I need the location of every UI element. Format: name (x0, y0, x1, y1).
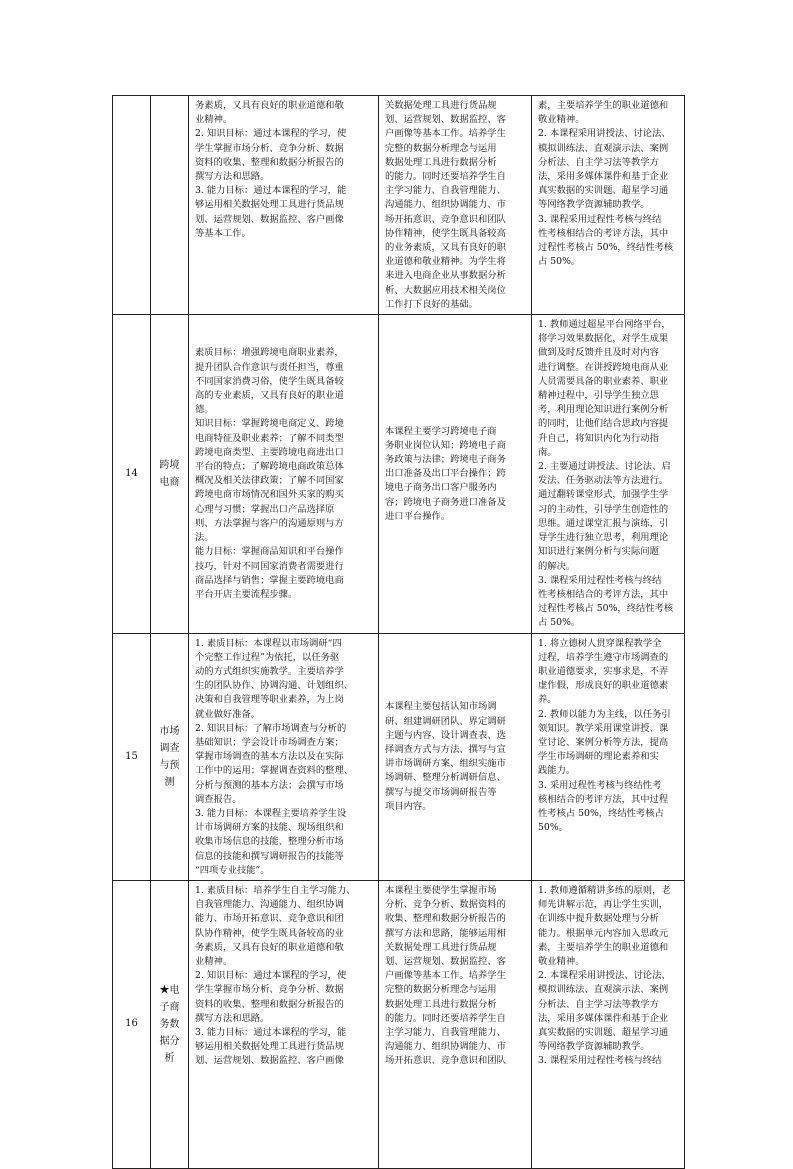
text-line: 1. 教师通过超星平台网络平台， (538, 319, 671, 331)
text-line: 职业道德要求，实事求是，不弄 (538, 665, 669, 677)
text-line: 知识进行案例分析与实际问题 (538, 546, 659, 558)
text-line: 不同国家消费习俗，使学生既具备较 (195, 375, 344, 387)
text-line: 1. 教师遵循精讲多练的原则，老 (538, 884, 671, 896)
text-line: 完整的数据分析理念与运用 (385, 984, 497, 996)
text-line: 主学习能力、自我管理能力、 (385, 185, 506, 197)
text-line: 本课程主要使学生掌握市场 (385, 884, 497, 896)
text-line: 撰写方法和思路。 (195, 171, 270, 183)
text-line: 领知识。教学采用课堂讲授、课 (538, 722, 669, 734)
text-line: 主题与内容、设计调查表、选 (385, 729, 506, 741)
text-line: 场开拓意识、竞争意识和团队 (385, 213, 506, 225)
table-row (113, 96, 685, 315)
text-line: 践能力。 (538, 765, 576, 777)
text-line: 收集、整理和数据分析报告的 (385, 913, 506, 925)
text-line: 思维。通过课堂汇报与演练，引 (538, 517, 669, 529)
text-line: 人员需要具备的职业素养、职业 (538, 375, 669, 387)
text-line: 在训练中提升数据处理与分析 (538, 913, 659, 925)
text-line: 业精神。 (195, 114, 233, 126)
text-line: 精神过程中，引导学生独立思 (538, 390, 659, 402)
text-line: 等基本工作。 (195, 227, 251, 239)
text-line: 个完整工作过程”为依托，以任务驱 (195, 651, 340, 663)
text-line: 占 50%。 (538, 256, 581, 268)
course-content-cell (379, 96, 532, 315)
text-line: 分析与预测的基本方法；会撰写市场 (195, 779, 344, 791)
text-line: 境电子商务出口客户服务内 (385, 482, 497, 494)
course-name: 跨境电商 (151, 315, 189, 633)
text-line: 提升团队合作意识与责任担当，尊重 (195, 361, 344, 373)
text-line: 占 50%。 (538, 617, 581, 629)
text-line: 业道德和敬业精神。为学生将 (385, 256, 506, 268)
text-line: 性考核占 50%，终结性考核占 (538, 807, 664, 819)
text-line: 的业务素质，又具有良好的职 (385, 242, 506, 254)
text-line: 调查报告。 (195, 793, 242, 805)
text-line: 收集市场信息的技能、整理分析市场 (195, 836, 344, 848)
text-line: 的能力。同时还要培养学生自 (385, 171, 506, 183)
text-line: 过程，培养学生遵守市场调查的 (538, 651, 669, 663)
text-line: 工作中的运用；掌握调查资料的整理、 (195, 765, 354, 777)
text-line: “四项专业技能”。 (195, 864, 270, 876)
text-line: 电商特征及职业素养；了解不同类型 (195, 432, 344, 444)
text-line: 法，采用多媒体课件和基于企业 (538, 171, 669, 183)
text-line: 协作精神，使学生既具备较高 (385, 227, 506, 239)
course-number (113, 96, 151, 315)
text-line: 学生市场调研的理论素养和实 (538, 751, 659, 763)
text-line: 主学习能力、自我管理能力、 (385, 1027, 506, 1038)
text-line: 分析法、自主学习法等教学方 (538, 156, 659, 168)
text-line: 等网络教学资源辅助教学。 (538, 1041, 650, 1053)
text-line: 跨境电商类型、主要跨境电商进出口 (195, 446, 344, 458)
text-line: 的同时，让他们结合思政内容提 (538, 418, 669, 430)
text-line: 务政策与法律；跨境电子商务 (385, 453, 506, 465)
text-line: 2. 知识目标：通过本课程的学习，使 (195, 128, 347, 140)
text-line: 完整的数据分析理念与运用 (385, 142, 497, 154)
text-line: 2. 教师以能力为主线，以任务引 (538, 708, 671, 720)
text-line: 撰写方法和思路。 (195, 1012, 270, 1024)
text-line: 过程性考核占 50%，终结性考核 (538, 242, 674, 254)
text-line: 将学习效果数据化，对学生成果 (538, 333, 669, 345)
text-line: 升自己，将知识内化为行动指 (538, 432, 659, 444)
text-line: 平台开店主要流程步骤。 (195, 588, 298, 600)
text-line: 户画像等基本工作。培养学生 (385, 128, 506, 140)
course-content-cell (379, 315, 532, 633)
text-line: 本课程主要学习跨境电子商 (385, 425, 497, 437)
text-line: 素质目标：增强跨境电商职业素养， (195, 347, 344, 359)
table-row (113, 315, 685, 633)
text-line: 数据处理工具进行数据分析 (385, 156, 497, 168)
text-line: 资料的收集、整理和数据分析报告的 (195, 156, 344, 168)
text-line: 场调研、整理分析调研信息、 (385, 772, 506, 784)
text-line: 本课程主要包括认知市场调 (385, 701, 497, 713)
text-line: 模拟训练法、直观演示法、案例 (538, 984, 669, 996)
text-line: 跨境电商市场情况和国外买家的购买 (195, 489, 344, 501)
text-line: 2. 主要通过讲授法、讨论法、启 (538, 461, 671, 473)
text-line: 2. 本课程采用讲授法、讨论法、 (538, 128, 671, 140)
text-line: 考，利用理论知识进行案例分析 (538, 404, 669, 416)
text-line: 来进入电商企业从事数据分析 (385, 270, 506, 282)
course-content-cell (379, 633, 532, 880)
text-line: 学生掌握市场分析、竞争分析、数据 (195, 984, 344, 996)
course-number: 14 (113, 315, 151, 633)
text-line: 讲市场调研方案、组织实施市 (385, 758, 506, 770)
text-line: 做到及时反馈并且及时对内容 (538, 347, 659, 359)
text-line: 性考核相结合的考评方法，其中 (538, 588, 669, 600)
text-line: 务素质，又具有良好的职业道德和敬 (195, 941, 344, 953)
text-line: 3. 能力目标：通过本课程的学习，能 (195, 185, 347, 197)
text-line: 计市场调研方案的技能、现场组织和 (195, 822, 344, 834)
text-line: 能力。根据单元内容加入思政元 (538, 927, 669, 939)
text-line: 导学生进行独立思考，利用理论 (538, 532, 669, 544)
text-line: 就业做好准备。 (195, 708, 261, 720)
text-line: 出口准备及出口平台操作；跨 (385, 468, 506, 480)
course-objectives-cell (189, 880, 379, 1168)
text-line: 撰写方法和思路，能够运用相 (385, 927, 506, 939)
course-name (151, 96, 189, 315)
text-line: 能力目标：掌握商品知识和平台操作 (195, 546, 344, 558)
text-line: 业精神。 (195, 955, 233, 967)
text-line: 模拟训练法、直观演示法、案例 (538, 142, 669, 154)
text-line: 师先讲解示范，再让学生实训， (538, 899, 669, 911)
text-line: 技巧，针对不同国家消费者需要进行 (195, 560, 344, 572)
text-line: 真实数据的实训题、超星学习通 (538, 1027, 669, 1038)
text-line: 3. 能力目标：本课程主要培养学生设 (195, 807, 347, 819)
text-line: 3. 能力目标：通过本课程的学习，能 (195, 1027, 347, 1038)
text-line: 敬业精神。 (538, 955, 585, 967)
text-line: 分析、竞争分析、数据资料的 (385, 899, 506, 911)
text-line: 性考核相结合的考评方法，其中 (538, 227, 669, 239)
text-line: 堂讨论、案例分析等方法，提高 (538, 736, 669, 748)
text-line: 划、运营规划、数据监控、客 (385, 955, 506, 967)
text-line: 概况及相关法律政策；了解不同国家 (195, 475, 344, 487)
text-line: 敬业精神。 (538, 114, 585, 126)
text-line: 动的方式组织实施教学。主要培养学 (195, 665, 344, 677)
text-line: 则、方法掌握与客户的沟通原则与方 (195, 517, 344, 529)
text-line: 分析法、自主学习法等教学方 (538, 998, 659, 1010)
text-line: 德。 (195, 404, 214, 416)
teaching-requirements-cell (532, 96, 685, 315)
teaching-requirements-cell (532, 880, 685, 1168)
text-line: 沟通能力、组织协调能力、市 (385, 199, 506, 211)
text-line: 的解决。 (538, 560, 576, 572)
text-line: 2. 知识目标：了解市场调查与分析的 (195, 722, 347, 734)
teaching-requirements-cell (532, 633, 685, 880)
text-line: 撰写与提交市场调研报告等 (385, 786, 497, 798)
text-line: 核相结合的考评方法，其中过程 (538, 793, 669, 805)
course-objectives-cell (189, 315, 379, 633)
course-content-cell (379, 880, 532, 1168)
text-line: 择调查方式与方法、撰写与宣 (385, 744, 506, 756)
text-line: 工作打下良好的基础。 (385, 298, 478, 310)
course-name: 市场调查与预测 (151, 633, 189, 880)
text-line: 1. 素质目标：本课程以市场调研“四 (195, 637, 342, 649)
text-line: 1. 素质目标：培养学生自主学习能力、 (195, 884, 356, 896)
text-line: 项目内容。 (385, 800, 432, 812)
text-line: 析、大数据应用技术相关岗位 (385, 284, 506, 296)
course-objectives-cell (189, 96, 379, 315)
text-line: 资料的收集、整理和数据分析报告的 (195, 998, 344, 1010)
text-line: 3. 课程采用过程性考核与终结 (538, 213, 662, 225)
text-line: 信息的技能和撰写调研报告的技能等 (195, 850, 344, 862)
course-objectives-cell (189, 633, 379, 880)
course-name: ★电子商务数据分析 (151, 880, 189, 1168)
text-line: 队协作精神，使学生既具备较高的业 (195, 927, 344, 939)
table-row (113, 880, 685, 1168)
text-line: 划、运营规划、数据监控、客户画像 (195, 213, 344, 225)
text-line: 平台的特点；了解跨境电商政策总体 (195, 461, 344, 473)
course-number: 16 (113, 880, 151, 1168)
text-line: 基础知识；学会设计市场调查方案； (195, 736, 344, 748)
text-line: 知识目标：掌握跨境电商定义、跨境 (195, 418, 344, 430)
text-line: 够运用相关数据处理工具进行货品规 (195, 199, 344, 211)
text-line: 虚作假，形成良好的职业道德素 (538, 680, 669, 692)
text-line: 研、组建调研团队、界定调研 (385, 715, 506, 727)
text-line: 素，主要培养学生的职业道德和 (538, 100, 669, 111)
text-line: 2. 本课程采用讲授法、讨论法、 (538, 970, 671, 982)
text-line: 法，采用多媒体课件和基于企业 (538, 1012, 669, 1024)
text-line: 划、运营规划、数据监控、客 (385, 114, 506, 126)
text-line: 掌握市场调查的基本方法以及在实际 (195, 751, 344, 763)
text-line: 等网络教学资源辅助教学。 (538, 199, 650, 211)
text-line: 学生掌握市场分析、竞争分析、数据 (195, 142, 344, 154)
text-line: 划、运营规划、数据监控、客户画像 (195, 1055, 344, 1067)
text-line: 容；跨境电子商务进口准备及 (385, 496, 506, 508)
text-line: 养。 (538, 694, 557, 706)
text-line: 南。 (538, 446, 557, 458)
text-line: 够运用相关数据处理工具进行货品规 (195, 1041, 344, 1053)
course-table (112, 95, 685, 1169)
text-line: 法。 (195, 532, 214, 544)
text-line: 户画像等基本工作。培养学生 (385, 970, 506, 982)
text-line: 数据处理工具进行数据分析 (385, 998, 497, 1010)
text-line: 决策和自我管理等职业素养，为上岗 (195, 694, 344, 706)
text-line: 1. 将立德树人贯穿课程教学全 (538, 637, 662, 649)
teaching-requirements-cell (532, 315, 685, 633)
text-line: 3. 课程采用过程性考核与终结 (538, 1055, 662, 1067)
text-line: 发法、任务驱动法等方法进行。 (538, 475, 669, 487)
text-line: 真实数据的实训题、超星学习通 (538, 185, 669, 197)
text-line: 自我管理能力、沟通能力、组织协调 (195, 899, 344, 911)
text-line: 能力、市场开拓意识、竞争意识和团 (195, 913, 344, 925)
text-line: 的能力。同时还要培养学生自 (385, 1012, 506, 1024)
course-number: 15 (113, 633, 151, 880)
text-line: 50%。 (538, 822, 568, 834)
text-line: 通过翻转课堂形式，加强学生学 (538, 489, 669, 501)
text-line: 习的主动性，引导学生创造性的 (538, 503, 669, 515)
text-line: 3. 采用过程性考核与终结性考 (538, 779, 662, 791)
text-line: 沟通能力、组织协调能力、市 (385, 1041, 506, 1053)
text-line: 心理与习惯；掌握出口产品选择原 (195, 503, 335, 515)
text-line: 进口平台操作。 (385, 510, 451, 522)
text-line: 素，主要培养学生的职业道德和 (538, 941, 669, 953)
text-line: 务素质，又具有良好的职业道德和敬 (195, 100, 344, 111)
text-line: 关数据处理工具进行货品规 (385, 941, 497, 953)
table-row (113, 633, 685, 880)
text-line: 务职业岗位认知；跨境电子商 (385, 439, 506, 451)
text-line: 生的团队协作、协调沟通、计划组织、 (195, 680, 354, 692)
text-line: 商品选择与销售；掌握主要跨境电商 (195, 574, 344, 586)
text-line: 关数据处理工具进行货品规 (385, 100, 497, 111)
text-line: 高的专业素质，又具有良好的职业道 (195, 390, 344, 402)
text-line: 场开拓意识、竞争意识和团队 (385, 1055, 506, 1067)
text-line: 过程性考核占 50%，终结性考核 (538, 603, 674, 615)
text-line: 2. 知识目标：通过本课程的学习，使 (195, 970, 347, 982)
text-line: 3. 课程采用过程性考核与终结 (538, 574, 662, 586)
text-line: 进行调整。在讲授跨境电商从业 (538, 361, 669, 373)
